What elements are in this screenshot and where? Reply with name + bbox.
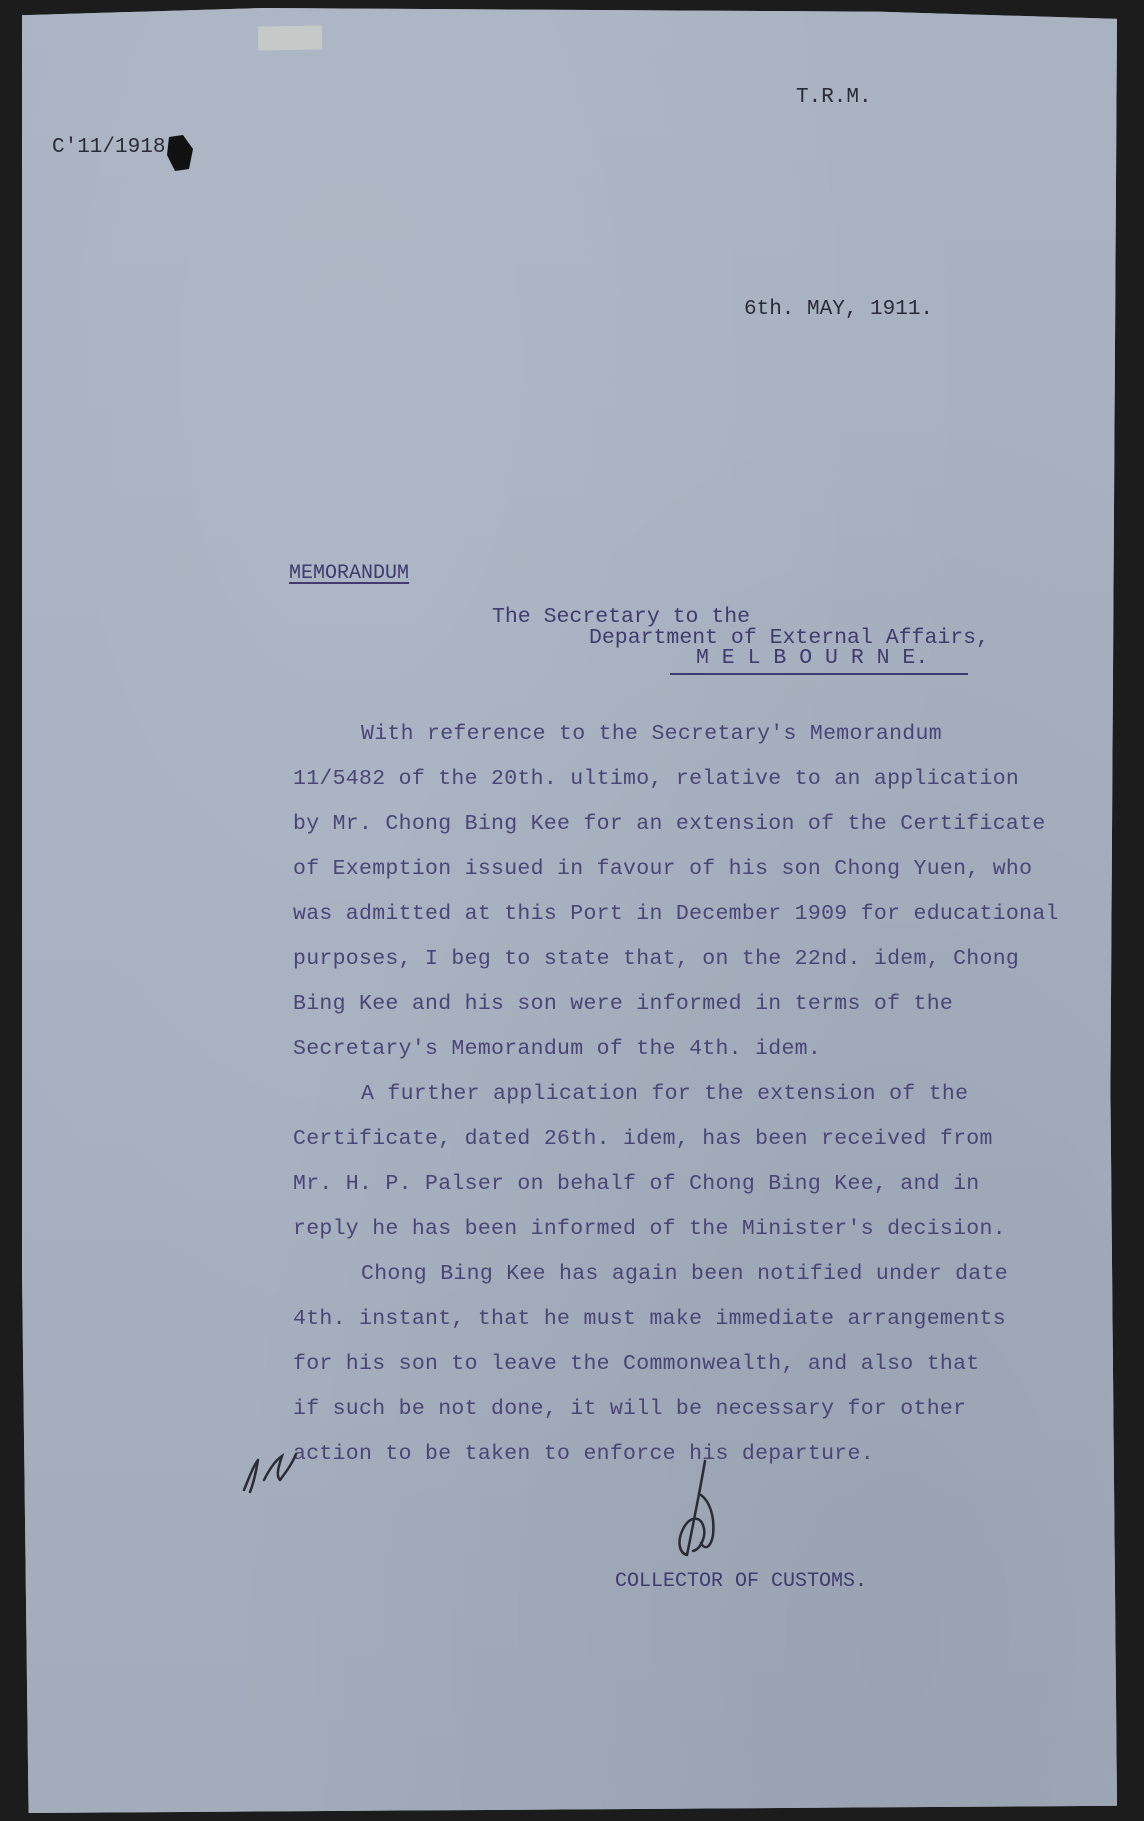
document-date: 6th. MAY, 1911. bbox=[744, 298, 934, 321]
tape-fragment bbox=[258, 25, 322, 50]
body-line: of Exemption issued in favour of his son Chong Yuen, who bbox=[293, 857, 1033, 881]
body-line: reply he has been informed of the Minister's decision. bbox=[293, 1217, 1006, 1241]
clerk-initials: T.R.M. bbox=[796, 86, 872, 109]
body-line: by Mr. Chong Bing Kee for an extension of the Certificate bbox=[293, 812, 1046, 836]
handwritten-initials-icon bbox=[236, 1420, 316, 1500]
addressee-line-1: The Secretary to the bbox=[492, 605, 751, 629]
signature-title: COLLECTOR OF CUSTOMS. bbox=[615, 1570, 868, 1593]
body-line: action to be taken to enforce his departure. bbox=[293, 1442, 874, 1466]
body-line: for his son to leave the Commonwealth, and also that bbox=[293, 1352, 980, 1376]
body-line: Bing Kee and his son were informed in terms of the bbox=[293, 992, 954, 1016]
body-line: 11/5482 of the 20th. ultimo, relative to an application bbox=[293, 767, 1020, 791]
body-line: Chong Bing Kee has again been notified under date bbox=[361, 1262, 1008, 1286]
memo-body bbox=[293, 712, 1093, 1477]
body-line: Secretary's Memorandum of the 4th. idem. bbox=[293, 1037, 822, 1061]
body-line: A further application for the extension of the bbox=[361, 1082, 969, 1106]
body-line: was admitted at this Port in December 1909 for educational bbox=[293, 902, 1059, 926]
body-line: 4th. instant, that he must make immediate arrangements bbox=[293, 1307, 1006, 1331]
body-line: Certificate, dated 26th. idem, has been received from bbox=[293, 1127, 993, 1151]
body-line: With reference to the Secretary's Memorandum bbox=[361, 722, 942, 746]
file-reference: C'11/1918 bbox=[52, 136, 166, 159]
signature-icon bbox=[665, 1455, 725, 1565]
body-line: if such be not done, it will be necessary for other bbox=[293, 1397, 967, 1421]
body-line: Mr. H. P. Palser on behalf of Chong Bing Kee, and in bbox=[293, 1172, 980, 1196]
punch-hole-icon bbox=[163, 133, 197, 173]
addressee-line-2: Department of External Affairs, bbox=[589, 626, 989, 650]
addressee-rule bbox=[670, 673, 968, 675]
body-line: purposes, I beg to state that, on the 22nd. idem, Chong bbox=[293, 947, 1020, 971]
memo-heading: MEMORANDUM bbox=[289, 562, 410, 585]
addressee-line-3: M E L B O U R N E. bbox=[696, 646, 929, 670]
